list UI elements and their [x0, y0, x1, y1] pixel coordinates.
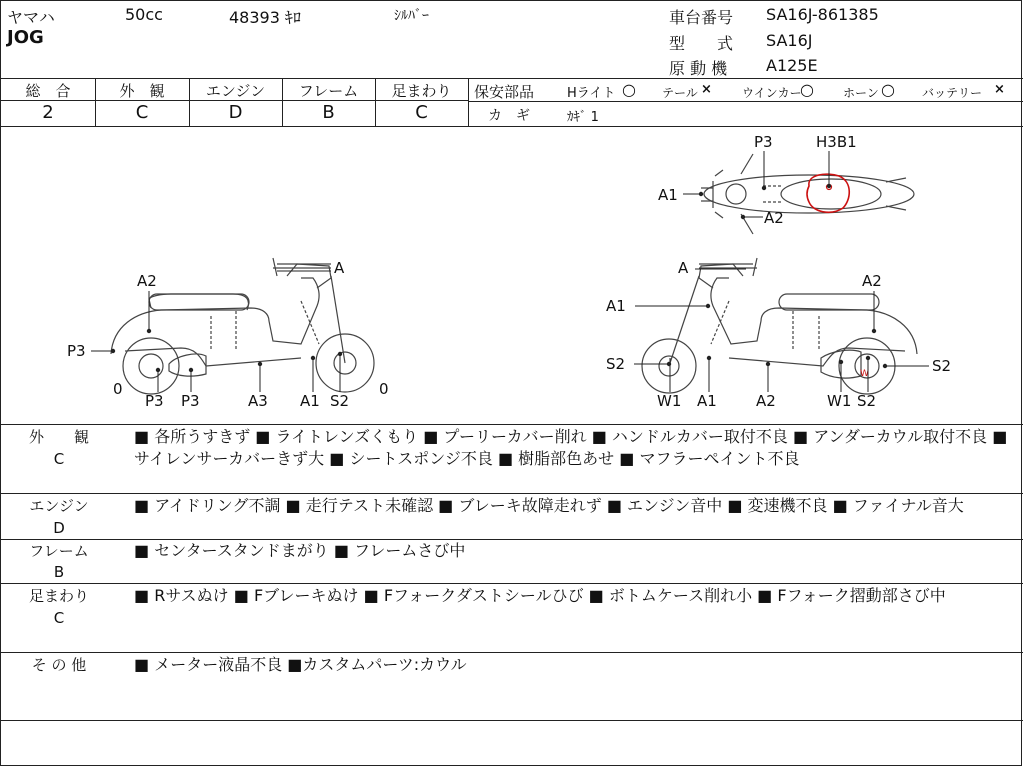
headlight-label: Hライト [567, 86, 616, 101]
battery-status: × [994, 82, 1005, 97]
label-right-a2: A2 [862, 272, 882, 290]
maker: ヤマハ [7, 8, 55, 27]
type-label: 型 式 [669, 34, 734, 53]
divider [468, 101, 1023, 102]
label-right-s2-bottom: S2 [857, 392, 877, 410]
key-value: ｶｷﾞ 1 [567, 110, 599, 125]
note-text-exterior: ■ 各所うすきず ■ ライトレンズくもり ■ プーリーカバー削れ ■ ハンドルカバー取付不良 ■ アンダーカウル取付不良 ■ サイレンサーカバーきず大 ■ シートスポンジ不良 ■ 樹脂部色あせ ■ マフラーペイント不良 [134, 427, 1008, 468]
suspension-label: 足まわり [391, 82, 452, 100]
engine-model-value: A125E [766, 56, 818, 75]
note-text-engine: ■ アイドリング不調 ■ 走行テスト未確認 ■ ブレーキ故障走れず ■ エンジン音中 ■ 変速機不良 ■ ファイナル音大 [134, 496, 964, 515]
model-name: JOG [7, 27, 44, 48]
winker-label: ウインカー [742, 86, 802, 100]
label-left-a3: A3 [248, 392, 268, 410]
note-grade-exterior: C [53, 450, 65, 468]
note-label-frame: フレーム [29, 542, 89, 560]
label-right-a2-bottom: A2 [756, 392, 776, 410]
note-grade-suspension: C [53, 609, 65, 627]
divider [1, 652, 1023, 653]
note-label-exterior: 外 観 [28, 428, 89, 446]
label-top-a1: A1 [658, 186, 678, 204]
label-top-p3: P3 [754, 133, 773, 151]
color: ｼﾙﾊﾞｰ [394, 8, 429, 24]
engine-model-label: 原 動 機 [669, 59, 728, 78]
w-mark: W [860, 369, 869, 379]
chassis-label: 車台番号 [669, 8, 734, 27]
label-right-w1-front: W1 [657, 392, 682, 410]
overall-label: 総 合 [25, 82, 71, 100]
note-text-frame: ■ センタースタンドまがり ■ フレームさび中 [134, 541, 466, 560]
label-right-a1-top: A1 [606, 297, 626, 315]
divider [1, 424, 1023, 425]
divider [1, 493, 1023, 494]
label-left-zero-rear: 0 [379, 380, 389, 398]
note-text-suspension: ■ Rサスぬけ ■ Fブレーキぬけ ■ Fフォークダストシールひび ■ ボトムケース削れ小 ■ Fフォーク摺動部さび中 [134, 586, 946, 605]
winker-status: ○ [800, 80, 814, 99]
scooter-damage-diagram [1, 126, 1023, 426]
type-value: SA16J [766, 31, 813, 50]
horn-status: ○ [881, 80, 895, 99]
label-right-a: A [678, 259, 689, 277]
label-top-a2: A2 [764, 209, 784, 227]
mileage: 48393 ｷﾛ [229, 8, 301, 27]
horn-label: ホーン [843, 86, 879, 100]
label-left-p3-side: P3 [67, 342, 86, 360]
battery-label: バッテリー [922, 86, 983, 100]
engine-label: エンジン [205, 82, 266, 100]
label-left-a2: A2 [137, 272, 157, 290]
note-label-other: そ の 他 [31, 656, 87, 674]
displacement: 50cc [125, 5, 163, 24]
frame-grade: B [322, 102, 335, 123]
note-grade-frame: B [53, 563, 65, 581]
label-right-s2-front: S2 [606, 355, 626, 373]
label-right-a1-bottom: A1 [697, 392, 717, 410]
label-left-p3-b2: P3 [181, 392, 200, 410]
divider [1, 720, 1023, 721]
exterior-label: 外 観 [119, 82, 165, 100]
label-top-h3b1: H3B1 [816, 133, 857, 151]
overall-grade: 2 [42, 102, 54, 123]
label-left-a1: A1 [300, 392, 320, 410]
note-grade-engine: D [53, 519, 65, 537]
note-text-other: ■ メーター液晶不良 ■カスタムパーツ:カウル [134, 655, 467, 674]
key-label: カ ギ [488, 108, 530, 124]
suspension-grade: C [415, 102, 428, 123]
tail-label: テール [662, 86, 698, 100]
exterior-grade: C [135, 102, 149, 123]
label-left-p3-b1: P3 [145, 392, 164, 410]
note-label-suspension: 足まわり [28, 587, 89, 605]
divider [1, 78, 1023, 79]
label-right-s2-rear: S2 [932, 357, 952, 375]
label-left-zero-front: 0 [113, 380, 123, 398]
label-left-s2: S2 [330, 392, 350, 410]
engine-grade: D [228, 102, 243, 123]
tail-status: × [701, 82, 712, 97]
chassis-value: SA16J-861385 [766, 5, 879, 24]
headlight-status: ○ [622, 80, 636, 99]
frame-label: フレーム [298, 82, 359, 100]
safety-title: 保安部品 [474, 83, 535, 101]
divider [468, 78, 469, 126]
label-left-a: A [334, 259, 345, 277]
divider [1, 583, 1023, 584]
label-right-w1-rear: W1 [827, 392, 852, 410]
note-label-engine: エンジン [29, 497, 89, 515]
